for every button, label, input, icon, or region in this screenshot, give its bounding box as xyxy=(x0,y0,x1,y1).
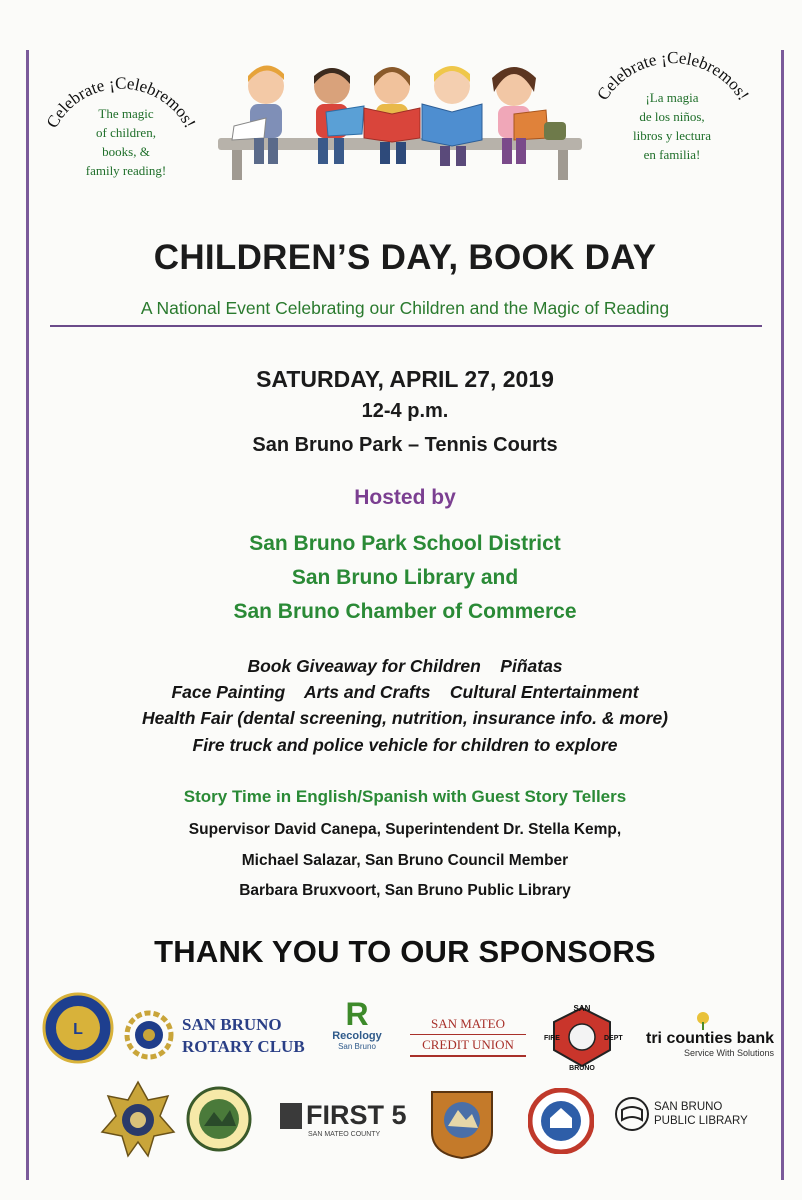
rotary-wheel-icon xyxy=(124,1010,174,1060)
tri-counties-name: tri counties bank xyxy=(646,1030,775,1047)
badge-left xyxy=(36,52,206,202)
library-book-icon xyxy=(614,1096,650,1132)
story-teller-line: Michael Salazar, San Bruno Council Member xyxy=(241,852,569,869)
first5-mark-icon xyxy=(280,1103,302,1129)
badge-left-line: family reading! xyxy=(85,163,167,178)
rotary-club-logo xyxy=(182,1014,305,1058)
left-border-line xyxy=(26,50,29,1180)
activity-line: Health Fair (dental screening, nutrition, insurance info. & more) xyxy=(141,708,669,728)
tri-counties-flower-icon xyxy=(694,1010,712,1030)
first5-name: FIRST 5 xyxy=(306,1100,407,1130)
public-library-logo xyxy=(654,1100,748,1128)
credit-union-line: CREDIT UNION xyxy=(410,1034,526,1057)
activity-line: Book Giveaway for Children Piñatas xyxy=(247,656,563,676)
event-location: San Bruno Park – Tennis Courts xyxy=(252,434,558,456)
badge-left-line: The magic xyxy=(98,106,154,121)
sheriff-patch-icon xyxy=(424,1084,500,1160)
sponsors-heading: THANK YOU TO OUR SPONSORS xyxy=(154,934,656,969)
rotary-logo-line: ROTARY CLUB xyxy=(182,1037,305,1056)
badge-right-lines xyxy=(602,88,742,164)
library-logo-line: SAN BRUNO xyxy=(654,1101,723,1113)
story-teller-line: Barbara Bruxvoort, San Bruno Public Library xyxy=(239,882,571,899)
fire-dept-logo-icon xyxy=(540,1002,624,1072)
city-seal-icon xyxy=(186,1086,252,1152)
activity-line: Fire truck and police vehicle for children to explore xyxy=(192,735,618,755)
badge-left-line: of children, xyxy=(96,125,156,140)
event-subtitle: A National Event Celebrating our Children and the Magic of Reading xyxy=(140,298,670,318)
badge-left-lines xyxy=(56,104,196,180)
rotary-logo-line: SAN BRUNO xyxy=(182,1015,282,1034)
county-seal-icon xyxy=(528,1088,594,1154)
right-border-line xyxy=(781,50,784,1180)
event-date: SATURDAY, APRIL 27, 2019 xyxy=(256,366,554,392)
host-name: San Bruno Chamber of Commerce xyxy=(233,600,577,623)
badge-right-arc-text: Celebrate ¡Celebremos! xyxy=(593,48,754,104)
host-name: San Bruno Library and xyxy=(291,566,519,589)
badge-left-line: books, & xyxy=(102,144,150,159)
police-badge-icon xyxy=(98,1078,178,1158)
event-title: CHILDREN’S DAY, BOOK DAY xyxy=(153,238,657,277)
story-teller-line: Supervisor David Canepa, Superintendent Dr. Stella Kemp, xyxy=(188,821,622,838)
svg-text:L: L xyxy=(73,1021,83,1038)
first5-logo xyxy=(280,1100,407,1138)
fire-dept-right-text: DEPT xyxy=(604,1035,623,1042)
hosted-by-heading: Hosted by xyxy=(354,486,456,509)
subtitle-divider xyxy=(50,325,762,327)
badge-right xyxy=(590,48,760,198)
badge-right-line: libros y lectura xyxy=(633,128,711,143)
tri-counties-tagline: Service With Solutions xyxy=(683,1048,775,1058)
story-time-heading: Story Time in English/Spanish with Guest Story Tellers xyxy=(183,787,627,806)
library-logo-line: PUBLIC LIBRARY xyxy=(654,1115,748,1127)
activity-line: Face Painting Arts and Crafts Cultural Entertainment xyxy=(171,682,639,702)
lions-club-logo-icon xyxy=(42,992,114,1064)
host-name: San Bruno Park School District xyxy=(249,532,561,555)
tri-counties-bank-logo xyxy=(646,1030,774,1058)
badge-right-line: de los niños, xyxy=(639,109,705,124)
recology-name: Recology xyxy=(332,1030,382,1042)
credit-union-logo xyxy=(410,1014,526,1057)
fire-dept-bottom-text: BRUNO xyxy=(569,1065,595,1072)
badge-left-arc-text: Celebrate ¡Celebremos! xyxy=(42,73,200,132)
badge-right-line: ¡La magia xyxy=(645,90,699,105)
recology-sub: San Bruno xyxy=(338,1042,376,1051)
event-time: 12-4 p.m. xyxy=(361,400,449,422)
recology-mark-icon: R xyxy=(345,996,369,1032)
fire-dept-left-text: FIRE xyxy=(544,1035,560,1042)
first5-sub: SAN MATEO COUNTY xyxy=(308,1131,381,1138)
credit-union-line: SAN MATEO xyxy=(430,1016,506,1031)
badge-right-line: en familia! xyxy=(643,147,701,162)
children-reading-illustration-icon xyxy=(214,56,586,186)
fire-dept-top-text: SAN xyxy=(573,1004,591,1013)
recology-logo xyxy=(322,998,392,1051)
